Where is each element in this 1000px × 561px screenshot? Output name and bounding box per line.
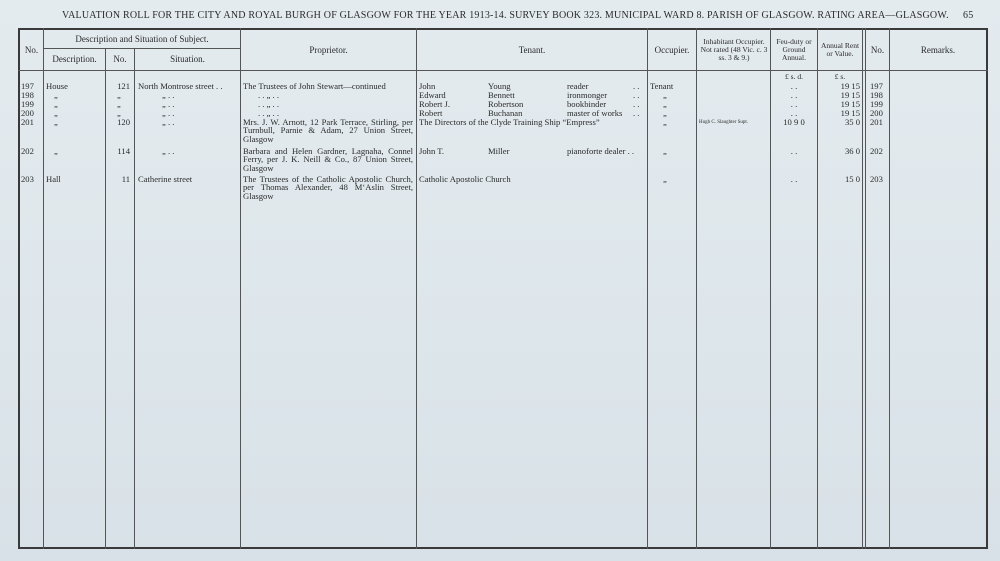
row-proprietor: Mrs. J. W. Arnott, 12 Park Terrace, Stirling, per Turnbull, Parnie & Adam, 27 Union Street, Glasgow (243, 117, 413, 144)
row-tenant-first: Robert J. (419, 99, 451, 109)
col-header-inhabitant: Inhabitant Occupier. Not rated (48 Vic. c. 3 ss. 3 & 9.) (700, 37, 768, 62)
row-feu-duty: 10 9 0 (783, 117, 805, 127)
row-proprietor: . . „ . . (258, 99, 280, 109)
row-description: „ (54, 146, 58, 156)
row-tenant-occupation: bookbinder (567, 99, 607, 109)
row-tenant-dots: . . (633, 90, 640, 100)
row-number-right: 203 (870, 174, 883, 184)
row-occupier: „ (663, 117, 667, 127)
row-number: 197 (21, 81, 34, 91)
row-description: „ (54, 90, 58, 100)
row-feu-duty: . . (790, 108, 798, 118)
row-annual-rent: 19 15 (840, 99, 860, 109)
row-description: „ (54, 117, 58, 127)
row-tenant-last: Young (488, 81, 511, 91)
feu-currency-label: £ s. d. (785, 72, 803, 81)
row-feu-duty: . . (790, 174, 798, 184)
table-border-right (986, 28, 988, 549)
col-header-occupier: Occupier. (654, 44, 690, 55)
row-number-right: 197 (870, 81, 883, 91)
row-proprietor: . . „ . . (258, 90, 280, 100)
col-divider (647, 28, 648, 549)
row-tenant-first: The Directors of the Clyde Training Ship “Empress” (419, 117, 600, 127)
col-header-description: Description. (52, 54, 97, 64)
header-divider (18, 70, 988, 71)
row-number-right: 199 (870, 99, 883, 109)
col-header-tenant: Tenant. (518, 44, 546, 55)
col-header-remarks: Remarks. (920, 44, 956, 55)
col-header-annual-rent: Annual Rent or Value. (820, 41, 860, 58)
row-annual-rent: 15 0 (844, 174, 860, 184)
row-inhabitant: Hugh C. Slaughter Supt. (699, 120, 749, 125)
row-number-right: 200 (870, 108, 883, 118)
row-house-number: 120 (117, 117, 130, 127)
valuation-table (18, 28, 988, 549)
row-tenant-last: Robertson (488, 99, 524, 109)
row-annual-rent: 19 15 (840, 108, 860, 118)
table-border-left (18, 28, 20, 549)
row-tenant-first: Edward (419, 90, 446, 100)
row-situation: „ . . (162, 146, 175, 156)
row-description: Hall (46, 174, 61, 184)
row-occupier: „ (663, 174, 667, 184)
row-occupier: Tenant (650, 81, 674, 91)
row-situation: Catherine street (138, 174, 193, 184)
col-header-no-right: No. (870, 44, 885, 55)
row-number: 201 (21, 117, 34, 127)
row-house-number: „ (117, 99, 121, 109)
row-house-number: „ (117, 90, 121, 100)
row-situation: North Montrose street . . (138, 81, 223, 91)
col-divider (416, 28, 417, 549)
row-proprietor: . . „ . . (258, 108, 280, 118)
row-description: House (46, 81, 68, 91)
col-divider (134, 48, 135, 549)
row-situation: „ . . (162, 108, 175, 118)
rent-currency-label: £ s. (834, 72, 846, 81)
col-divider (43, 28, 44, 549)
row-situation: „ . . (162, 99, 175, 109)
row-description: „ (54, 99, 58, 109)
row-annual-rent: 36 0 (844, 146, 860, 156)
row-tenant-first: Robert (419, 108, 443, 118)
row-feu-duty: . . (790, 90, 798, 100)
row-tenant-last: Buchanan (488, 108, 523, 118)
row-tenant-first: Catholic Apostolic Church (419, 174, 511, 184)
row-annual-rent: 19 15 (840, 81, 860, 91)
row-annual-rent: 19 15 (840, 90, 860, 100)
row-feu-duty: . . (790, 99, 798, 109)
row-proprietor: Barbara and Helen Gardner, Lagnaha, Connel Ferry, per J. K. Neill & Co., 87 Union Street, Glasgow (243, 146, 413, 173)
row-situation: „ . . (162, 117, 175, 127)
row-feu-duty: . . (790, 146, 798, 156)
row-occupier: „ (663, 90, 667, 100)
row-tenant-dots: . . (633, 81, 640, 91)
col-header-number: No. (113, 54, 127, 64)
row-number: 200 (21, 108, 34, 118)
row-tenant-last: Miller (488, 146, 510, 156)
row-number-right: 202 (870, 146, 883, 156)
row-tenant-dots: . . (633, 108, 640, 118)
row-situation: „ . . (162, 90, 175, 100)
row-tenant-occupation: reader (567, 81, 589, 91)
row-number: 198 (21, 90, 34, 100)
row-occupier: „ (663, 146, 667, 156)
col-divider (240, 28, 241, 549)
row-occupier: „ (663, 99, 667, 109)
page-number: 65 (963, 10, 974, 21)
col-header-feu-duty: Feu-duty or Ground Annual. (776, 37, 812, 62)
table-border-bottom (18, 547, 988, 549)
row-proprietor: The Trustees of John Stewart—continued (243, 81, 386, 91)
row-house-number: „ (117, 108, 121, 118)
row-tenant-first: John T. (419, 146, 444, 156)
row-house-number: 121 (117, 81, 130, 91)
row-number: 202 (21, 146, 34, 156)
col-header-description-group: Description and Situation of Subject. (75, 33, 209, 44)
page-header (0, 8, 1000, 22)
col-header-situation: Situation. (170, 54, 205, 64)
row-number-right: 201 (870, 117, 883, 127)
col-divider (862, 28, 863, 549)
col-header-proprietor: Proprietor. (309, 44, 348, 55)
row-tenant-occupation: pianoforte dealer . . (567, 146, 635, 156)
row-proprietor: The Trustees of the Catholic Apostolic Church, per Thomas Alexander, 48 M‘Aslin Street, Glasgow (243, 174, 413, 201)
row-number: 203 (21, 174, 34, 184)
col-divider (889, 28, 890, 549)
row-tenant-dots: . . (633, 99, 640, 109)
row-number: 199 (21, 99, 34, 109)
page-title: VALUATION ROLL FOR THE CITY AND ROYAL BURGH OF GLASGOW FOR THE YEAR 1913-14. SURVEY BOOK 323. MUNICIPAL WARD 8. PARISH OF GLASGOW. RATING AREA—GLASGOW. (62, 10, 949, 21)
row-occupier: „ (663, 108, 667, 118)
row-house-number: 11 (121, 174, 130, 184)
col-divider (696, 28, 697, 549)
col-divider (865, 28, 866, 549)
col-header-no: No. (24, 44, 39, 55)
row-number-right: 198 (870, 90, 883, 100)
row-house-number: 114 (117, 146, 130, 156)
row-annual-rent: 35 0 (844, 117, 860, 127)
row-tenant-first: John (419, 81, 436, 91)
row-tenant-last: Bennett (488, 90, 515, 100)
row-description: „ (54, 108, 58, 118)
row-feu-duty: . . (790, 81, 798, 91)
row-tenant-occupation: master of works (567, 108, 623, 118)
row-tenant-occupation: ironmonger (567, 90, 608, 100)
